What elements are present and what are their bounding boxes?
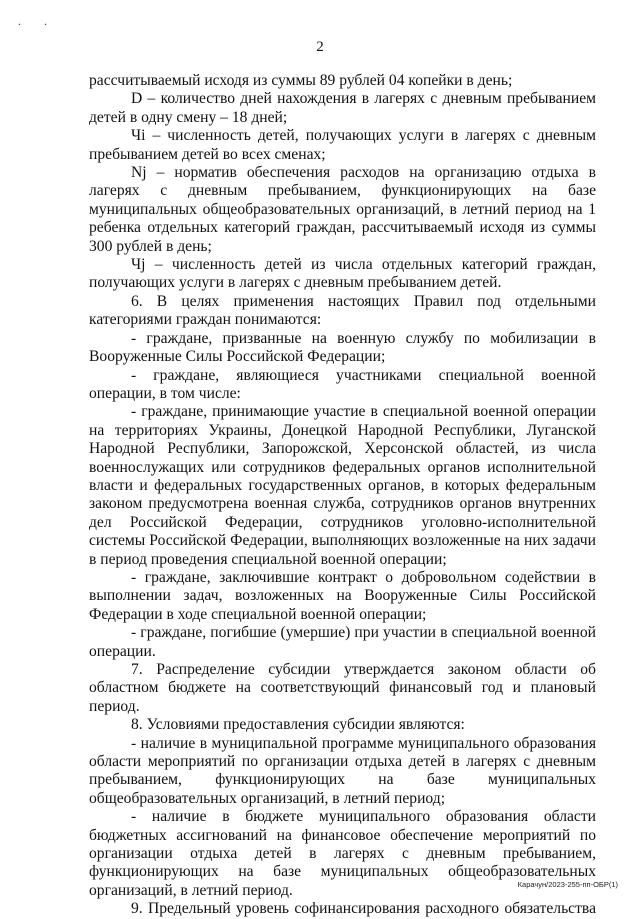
paragraph: - граждане, заключившие контракт о добровольном содействии в выполнении задач, возложенных на Вооруженные Силы Российской Федерации в ходе специальной военной операции; (89, 568, 596, 623)
document-body (89, 72, 596, 919)
paragraph: 6. В целях применения настоящих Правил под отдельными категориями граждан понимаются: (89, 292, 596, 329)
paragraph: - граждане, принимающие участие в специальной военной операции на территориях Украины, Донецкой Народной Республики, Луганской Народной Республики, Запорожской, Херсонской областей, из числа военнослужащих или сотрудников федеральных органов исполнительной власти и федеральных государственных органов, в которых федеральным законом предусмотрена военная служба, сотрудников органов внутренних дел Российской Федерации, сотрудников уголовно-исполнительной системы Российской Федерации, выполняющих возложенные на них задачи в период проведения специальной военной операции; (89, 403, 596, 568)
paragraph: - наличие в бюджете муниципального образования области бюджетных ассигнований на финансовое обеспечение мероприятий по организации отдыха детей в лагерях с дневным пребыванием, функционирующих на базе муниципальных общеобразовательных организаций, в летний период. (89, 808, 596, 899)
paragraph: Чj – численность детей из числа отдельных категорий граждан, получающих услуги в лагерях с дневным пребыванием детей. (89, 256, 596, 292)
paragraph: 9. Предельный уровень софинансирования расходного обязательства (131, 900, 596, 918)
paragraph: Чi – численность детей, получающих услуги в лагерях с дневным пребыванием детей во всех сменах; (89, 127, 596, 163)
paragraph: - граждане, погибшие (умершие) при участии в специальной военной операции. (89, 624, 596, 660)
paragraph: - граждане, являющиеся участниками специальной военной операции, в том числе: (89, 366, 596, 402)
scan-marks: . . (18, 14, 57, 28)
paragraph: - граждане, призванные на военную службу по мобилизации в Вооруженные Силы Российской Федерации; (89, 329, 596, 366)
document-footer-code: Карачун/2023-255-пп-ОБР(1) (517, 880, 618, 889)
paragraph: D – количество дней нахождения в лагерях с дневным пребыванием детей в одну смену – 18 дней; (89, 90, 596, 126)
paragraph: - наличие в муниципальной программе муниципального образования области мероприятий по организации отдыха детей в лагерях с дневным пребыванием, функционирующих на базе муниципальных общеобразовательных организаций, в летний период; (89, 734, 596, 807)
page-number: 2 (316, 39, 324, 55)
paragraph: Nj – норматив обеспечения расходов на организацию отдыха в лагерях с дневным пребыванием, функционирующих на базе муниципальных общеобразовательных организаций, в летний период на 1 ребенка отдельных категорий граждан, рассчитываемый исходя из суммы 300 рублей в день; (89, 164, 596, 255)
paragraph: 7. Распределение субсидии утверждается законом области об областном бюджете на соответствующий финансовый год и плановый период. (89, 661, 596, 715)
paragraph: рассчитываемый исходя из суммы 89 рублей 04 копейки в день; (89, 72, 513, 89)
paragraph: 8. Условиями предоставления субсидии являются: (131, 716, 465, 734)
